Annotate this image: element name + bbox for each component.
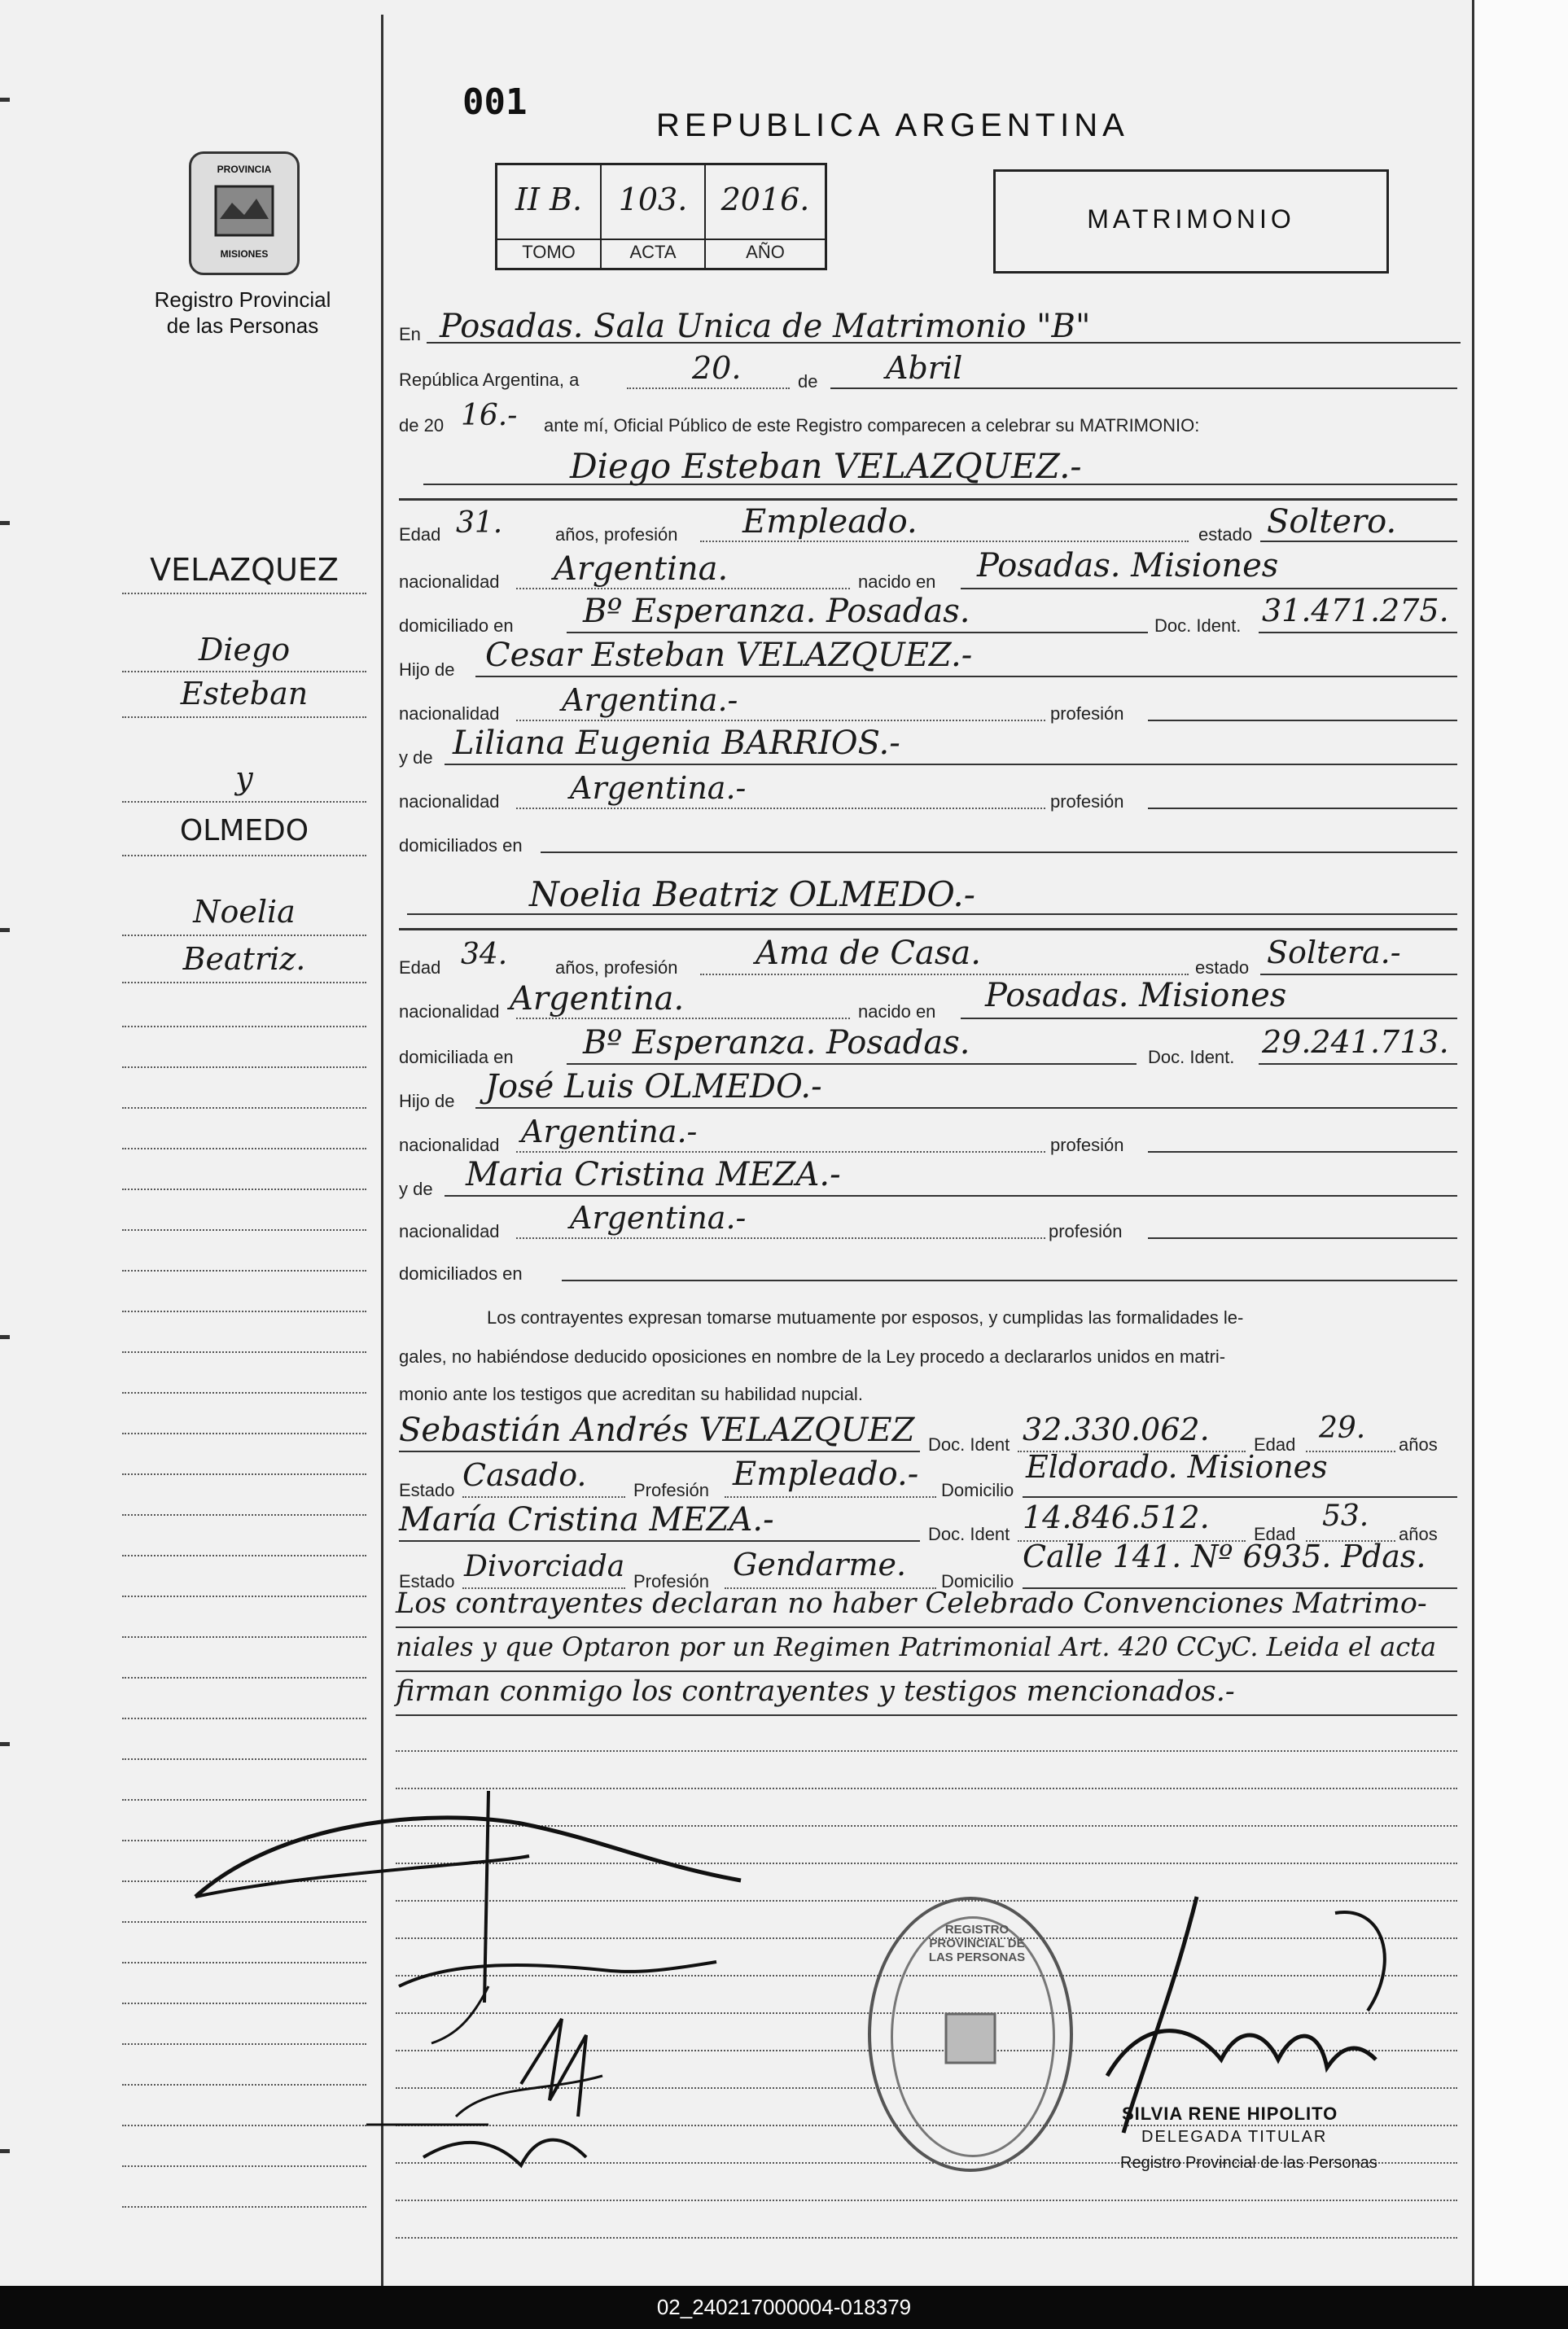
nacionalidad-father-label-1: nacionalidad: [399, 703, 500, 724]
testigo2-profesion-label: Profesión: [633, 1571, 709, 1591]
nacido-en-label-1: nacido en: [858, 571, 936, 592]
contrayente1-status: Soltero.: [1267, 503, 1397, 541]
registrar-role: DELEGADA TITULAR: [1141, 2128, 1328, 2146]
nacionalidad-label-1: nacionalidad: [399, 571, 500, 592]
testigo1-profesion-label: Profesión: [633, 1480, 709, 1500]
testigo2-anos-label: años: [1399, 1524, 1438, 1544]
nacido-en-label-2: nacido en: [858, 1001, 936, 1022]
domiciliada-label-2: domiciliada en: [399, 1047, 514, 1067]
profesion-father-label-2: profesión: [1050, 1135, 1124, 1155]
matrimonio-box: [993, 169, 1389, 274]
year-prefix: de 20: [399, 415, 445, 436]
estado-label-1: estado: [1198, 524, 1253, 545]
testigo1-profession: Empleado.-: [733, 1456, 919, 1493]
testigo1-address: Eldorado. Misiones: [1026, 1449, 1328, 1485]
country-title: REPUBLICA ARGENTINA: [656, 107, 1129, 143]
anos-profesion-label-2: años, profesión: [555, 957, 678, 978]
binder-mark: [0, 1335, 10, 1339]
month-value: Abril: [886, 350, 963, 386]
contrayente2-name: Noelia Beatriz OLMEDO.-: [529, 874, 975, 914]
contrayente1-age: 31.: [456, 506, 503, 540]
contrayente2-born: Posadas. Misiones: [985, 977, 1287, 1014]
day-value: 20.: [692, 350, 742, 386]
contrayente1-father: Cesar Esteban VELAZQUEZ.-: [485, 637, 973, 674]
seal-emblem-icon: [938, 2006, 1003, 2071]
edad-label-1: Edad: [399, 524, 441, 545]
domiciliados-label-2: domiciliados en: [399, 1263, 523, 1284]
scan-id-bar: [0, 2286, 1568, 2329]
contrayente1-doc: 31.471.275.: [1262, 593, 1449, 628]
testigo1-estado-label: Estado: [399, 1480, 455, 1500]
testigo2-estado-label: Estado: [399, 1571, 455, 1591]
contrayente2-father-nationality: Argentina.-: [521, 1114, 698, 1149]
ante-text: ante mí, Oficial Público de este Registro comparecen a celebrar su MATRIMONIO:: [544, 415, 1200, 436]
y-de-label-2: y de: [399, 1179, 433, 1199]
registry-line2: de las Personas: [166, 313, 319, 338]
contrayente1-profession: Empleado.: [742, 503, 918, 541]
doc-label-2: Doc. Ident.: [1148, 1047, 1235, 1067]
binder-mark: [0, 1742, 10, 1746]
doc-label-1: Doc. Ident.: [1154, 615, 1242, 636]
scan-id-text: 02_240217000004-018379: [656, 2295, 912, 2319]
tomo-value: II B.: [515, 182, 583, 217]
en-label: En: [399, 324, 421, 344]
acta-label: ACTA: [629, 242, 677, 262]
body-line-2: gales, no habiéndose deducido oposiciones en nombre de la Ley procedo a declararlos unidos en matri-: [399, 1346, 1226, 1367]
acta-value: 103.: [618, 182, 688, 217]
nacionalidad-label-2: nacionalidad: [399, 1001, 500, 1022]
anio-label: AÑO: [746, 242, 785, 262]
province-emblem: [189, 151, 300, 275]
contrayente1-address: Bº Esperanza. Posadas.: [583, 593, 970, 630]
signatures-graphic: [179, 1775, 912, 2230]
testigo1-domicilio-label: Domicilio: [941, 1480, 1014, 1500]
document-number: 001: [462, 81, 528, 123]
contrayente2-profession: Ama de Casa.: [756, 935, 981, 972]
testigo2-status: Divorciada: [464, 1550, 625, 1583]
emblem-top-text: PROVINCIA: [217, 164, 272, 175]
contrayente2-mother-nationality: Argentina.-: [570, 1200, 747, 1236]
binder-mark: [0, 521, 10, 525]
testigo2-name: María Cristina MEZA.-: [399, 1501, 774, 1539]
testigo2-doc-label: Doc. Ident: [928, 1524, 1010, 1544]
testigo2-doc: 14.846.512.: [1023, 1499, 1210, 1535]
edad-label-2: Edad: [399, 957, 441, 978]
binder-mark: [0, 98, 10, 102]
contrayente2-father: José Luis OLMEDO.-: [485, 1068, 822, 1105]
contrayente2-doc: 29.241.713.: [1262, 1024, 1449, 1060]
margin-surname-1: VELAZQUEZ: [150, 552, 339, 588]
profesion-mother-label-1: profesión: [1050, 791, 1124, 812]
contrayente1-mother-nationality: Argentina.-: [570, 770, 747, 806]
registrar-office: Registro Provincial de las Personas: [1120, 2154, 1377, 2172]
testigo1-doc-label: Doc. Ident: [928, 1434, 1010, 1455]
margin-conjunction: y: [235, 760, 253, 796]
body-line-3: monio ante los testigos que acreditan su habilidad nupcial.: [399, 1384, 863, 1404]
domiciliados-label-1: domiciliados en: [399, 835, 523, 856]
note-line-1: Los contrayentes declaran no haber Celebrado Convenciones Matrimo-: [396, 1587, 1427, 1620]
nacionalidad-father-label-2: nacionalidad: [399, 1135, 500, 1155]
contrayente2-address: Bº Esperanza. Posadas.: [583, 1024, 970, 1062]
testigo2-profession: Gendarme.: [733, 1547, 907, 1583]
nacionalidad-mother-label-2: nacionalidad: [399, 1221, 500, 1241]
domiciliado-label-1: domiciliado en: [399, 615, 514, 636]
anos-profesion-label-1: años, profesión: [555, 524, 678, 545]
seal-ring-text: REGISTRO PROVINCIAL DE LAS PERSONAS: [928, 1923, 1026, 1964]
contrayente2-mother: Maria Cristina MEZA.-: [466, 1156, 841, 1193]
year-suffix: 16.-: [461, 399, 518, 432]
contrayente2-status: Soltera.-: [1267, 935, 1401, 970]
contrayente1-nationality: Argentina.: [554, 550, 729, 588]
official-seal: [868, 1897, 1073, 2172]
hijo-de-label-2: Hijo de: [399, 1091, 455, 1111]
estado-label-2: estado: [1195, 957, 1250, 978]
binder-mark: [0, 928, 10, 932]
note-line-2: niales y que Optaron por un Regimen Patrimonial Art. 420 CCyC. Leida el acta: [396, 1631, 1437, 1662]
testigo2-age: 53.: [1322, 1499, 1369, 1533]
margin-name-2b: Beatriz.: [182, 941, 306, 977]
testigo2-edad-label: Edad: [1254, 1524, 1296, 1544]
y-de-label-1: y de: [399, 747, 433, 768]
registrar-name: SILVIA RENE HIPOLITO: [1122, 2104, 1338, 2124]
emblem-icon: [212, 182, 277, 239]
hijo-de-label-1: Hijo de: [399, 659, 455, 680]
testigo1-anos-label: años: [1399, 1434, 1438, 1455]
next-page-edge: [1472, 0, 1568, 2286]
volume-table: [495, 163, 827, 270]
margin-name-2a: Noelia: [193, 894, 296, 930]
margin-name-1b: Esteban: [180, 676, 309, 711]
contrayente1-name: Diego Esteban VELAZQUEZ.-: [570, 446, 1082, 486]
testigo1-name: Sebastián Andrés VELAZQUEZ: [399, 1412, 915, 1449]
profesion-father-label-1: profesión: [1050, 703, 1124, 724]
registrar-signature: [1075, 1864, 1417, 2174]
republica-label: República Argentina, a: [399, 370, 580, 390]
testigo2-address: Calle 141. Nº 6935. Pdas.: [1023, 1539, 1426, 1574]
contrayente1-mother: Liliana Eugenia BARRIOS.-: [453, 725, 900, 762]
margin-surname-2: OLMEDO: [179, 814, 309, 847]
anio-value: 2016.: [720, 182, 810, 217]
registry-line1: Registro Provincial: [154, 287, 331, 312]
body-line-1: Los contrayentes expresan tomarse mutuamente por esposos, y cumplidas las formalidades le-: [487, 1307, 1244, 1328]
place-value: Posadas. Sala Unica de Matrimonio "B": [440, 308, 1091, 345]
registry-label: [122, 287, 363, 339]
contrayente2-nationality: Argentina.: [510, 980, 685, 1018]
testigo1-edad-label: Edad: [1254, 1434, 1296, 1455]
note-line-3: firman conmigo los contrayentes y testigos mencionados.-: [396, 1675, 1235, 1708]
profesion-mother-label-2: profesión: [1049, 1221, 1123, 1241]
contrayente1-father-nationality: Argentina.-: [562, 682, 738, 718]
de-label: de: [798, 371, 818, 392]
margin-name-1a: Diego: [198, 632, 291, 668]
binder-mark: [0, 2149, 10, 2153]
testigo2-domicilio-label: Domicilio: [941, 1571, 1014, 1591]
contrayente2-age: 34.: [461, 938, 508, 971]
tomo-label: TOMO: [522, 242, 576, 262]
testigo1-age: 29.: [1319, 1412, 1366, 1445]
matrimonio-label: MATRIMONIO: [1087, 204, 1295, 234]
testigo1-doc: 32.330.062.: [1023, 1412, 1210, 1447]
nacionalidad-mother-label-1: nacionalidad: [399, 791, 500, 812]
emblem-bottom-text: MISIONES: [220, 248, 269, 260]
contrayente1-born: Posadas. Misiones: [977, 547, 1279, 584]
testigo1-status: Casado.: [462, 1457, 587, 1493]
